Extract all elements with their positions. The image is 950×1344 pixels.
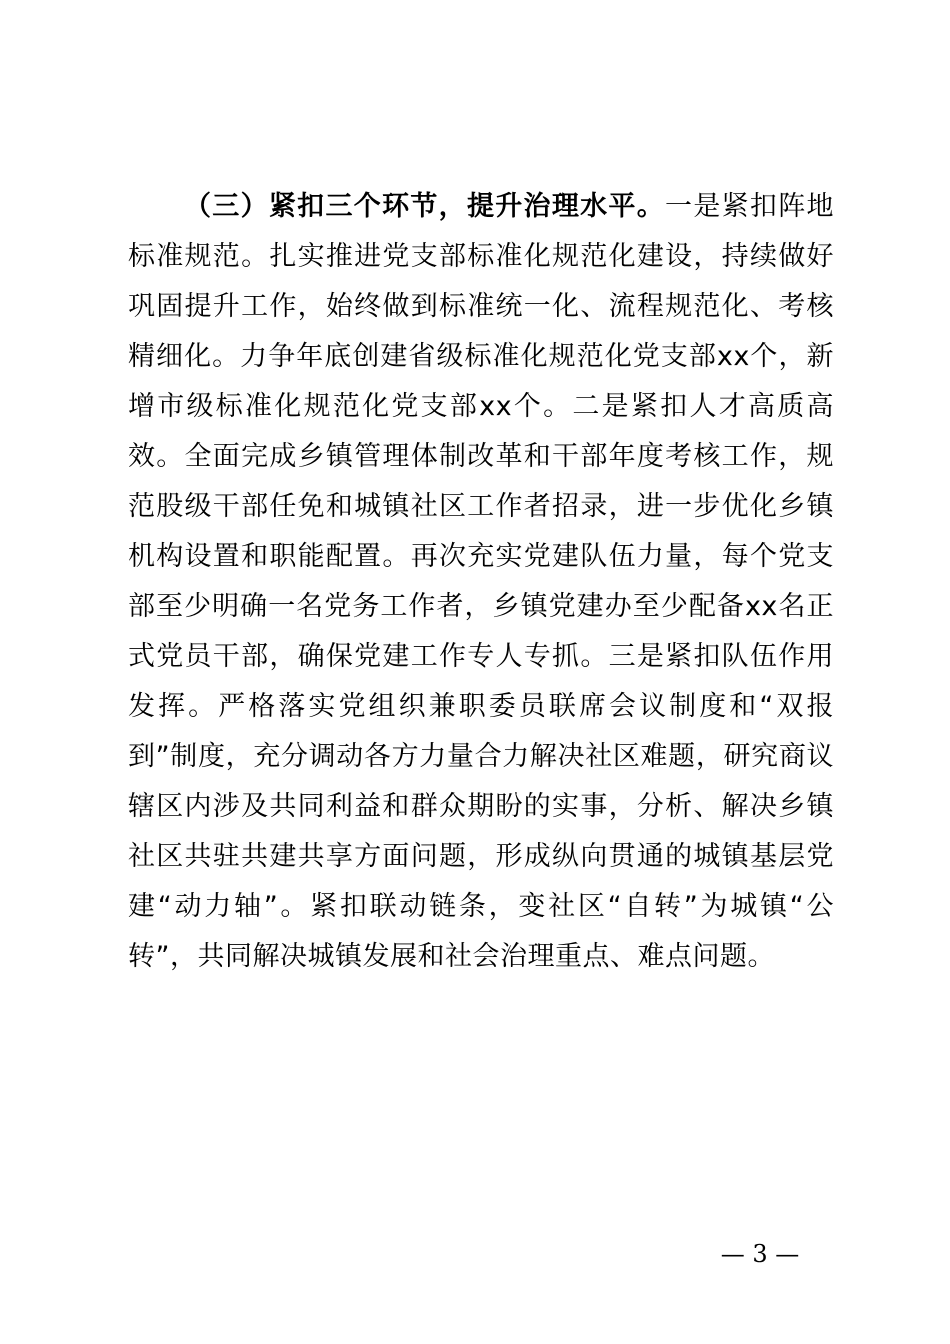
- page-number: — 3 —: [720, 1240, 800, 1268]
- paragraph-body: 一是紧扣阵地标准规范。扎实推进党支部标准化规范化建设，持续做好巩固提升工作，始终做到标准统一化、流程规范化、考核精细化。力争年底创建省级标准化规范化党支部xx个，新增市级标准化规范化党支部xx个。二是紧扣人才高质高效。全面完成乡镇管理体制改革和干部年度考核工作，规范股级干部任免和城镇社区工作者招录，进一步优化乡镇机构设置和职能配置。再次充实党建队伍力量，每个党支部至少明确一名党务工作者，乡镇党建办至少配备xx名正式党员干部，确保党建工作专人专抓。三是紧扣队伍作用发挥。严格落实党组织兼职委员联席会议制度和“双报到”制度，充分调动各方力量合力解决社区难题，研究商议辖区内涉及共同利益和群众期盼的实事，分析、解决乡镇社区共驻共建共享方面问题，形成纵向贯通的城镇基层党建“动力轴”。紧扣联动链条，变社区“自转”为城镇“公转”，共同解决城镇发展和社会治理重点、难点问题。: [128, 191, 835, 972]
- paragraph-heading: （三）紧扣三个环节，提升治理水平。: [184, 191, 666, 222]
- document-body: [128, 182, 834, 982]
- paragraph: [128, 182, 834, 982]
